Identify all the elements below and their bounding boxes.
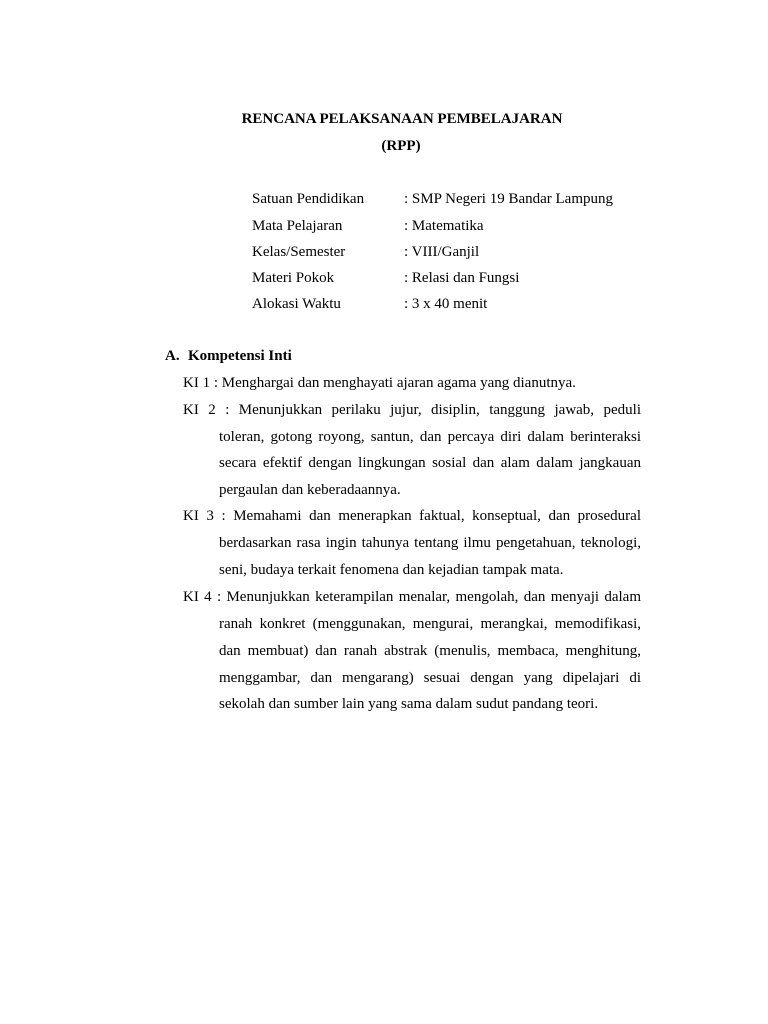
identity-label: Kelas/Semester <box>252 244 346 260</box>
ki-line: KI 4 : Menunjukkan keterampilan menalar, mengolah, dan menyaji dalam <box>183 589 641 605</box>
identity-label: Alokasi Waktu <box>252 296 341 312</box>
ki-line: pergaulan dan keberadaannya. <box>219 482 401 498</box>
identity-value: : 3 x 40 menit <box>404 296 488 312</box>
ki-line: secara efektif dengan lingkungan sosial dan alam dalam jangkauan <box>219 455 641 471</box>
identity-value: : Relasi dan Fungsi <box>404 270 520 286</box>
identity-value: : SMP Negeri 19 Bandar Lampung <box>404 191 613 207</box>
ki-line: KI 3 : Memahami dan menerapkan faktual, konseptual, dan prosedural <box>183 508 641 524</box>
ki-line: berdasarkan rasa ingin tahunya tentang ilmu pengetahuan, teknologi, <box>219 535 641 551</box>
identity-label: Materi Pokok <box>252 270 335 286</box>
ki-line: seni, budaya terkait fenomena dan kejadian tampak mata. <box>219 562 564 578</box>
identity-label: Satuan Pendidikan <box>252 191 365 207</box>
ki-line: ranah konkret (menggunakan, mengurai, merangkai, memodifikasi, <box>219 616 641 632</box>
ki-line: KI 2 : Menunjukkan perilaku jujur, disiplin, tanggung jawab, peduli <box>183 402 641 418</box>
identity-value: : Matematika <box>404 218 484 234</box>
document-subtitle: (RPP) <box>381 138 421 154</box>
ki-line: dan membuat) dan ranah abstrak (menulis, membaca, menghitung, <box>219 643 641 659</box>
document-title: RENCANA PELAKSANAAN PEMBELAJARAN <box>241 111 563 127</box>
ki-line: KI 1 : Menghargai dan menghayati ajaran agama yang dianutnya. <box>183 375 576 391</box>
section-title: Kompetensi Inti <box>188 348 292 364</box>
ki-line: sekolah dan sumber lain yang sama dalam sudut pandang teori. <box>219 696 599 712</box>
section-heading-kompetensi-inti <box>165 347 292 365</box>
identity-label: Mata Pelajaran <box>252 218 343 234</box>
ki-line: menggambar, dan mengarang) sesuai dengan yang dipelajari di <box>219 670 641 686</box>
section-number: A. <box>165 348 180 364</box>
ki-line: toleran, gotong royong, santun, dan percaya diri dalam berinteraksi <box>219 429 641 445</box>
identity-value: : VIII/Ganjil <box>404 244 480 260</box>
